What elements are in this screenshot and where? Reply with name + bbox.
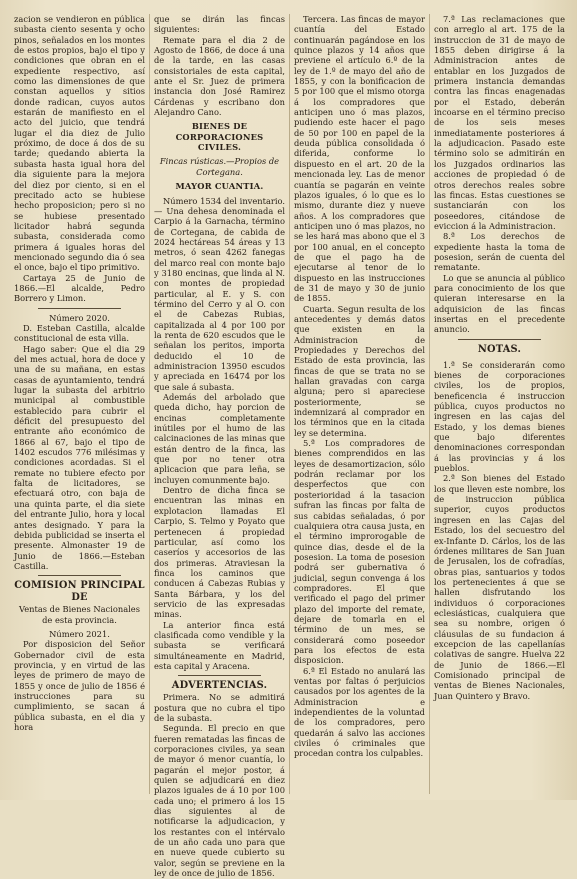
divider (458, 339, 541, 340)
paragraph: que se dirán las fincas siguientes: (154, 14, 285, 35)
divider (38, 308, 121, 309)
notice-signature: Cartaya 25 de Junio de 1866.—El alcalde, Pedro Borrero y Limon. (14, 272, 145, 304)
section-subheading: Fincas rústicas.—Propios de Cortegana. (159, 156, 280, 177)
notice-body: Por disposicion del Señor Gobernador civil de esta provincia, y en virtud de las leyes de primero de mayo de 1855 y once de julio de 1856 é instrucciones para su cumplimiento, se sacan á pública subasta, en el dia y hora (14, 639, 145, 732)
notice-number: Número 2020. (49, 312, 110, 323)
note-paragraph: 1.ª Se considerarán como bienes de corporaciones civiles, los de propios, beneficencia é instruccion pública, cuyos productos no ingresen en las cajas del Estado, y los demas bienes que bajo diferentes denominaciones correspondan á las provincias y á los pueblos. (434, 359, 565, 474)
notice-body: Hago saber: Que el dia 29 del mes actual, hora de doce y una de su mañana, en estas casas de ayuntamiento, tendrá lugar la subasta del arbitrio municipal al combustible establecido para cubrir el déficit del presupuesto del entrante año económico de 1866 al 67, bajo el tipo de 1402 escudos 776 milésimas y condiciones acordadas. Si el remate no tubiere efecto por falta de licitadores, se efectuará otro, con baja de una quinta parte, el dia siete del entrante Julio, hora y local antes designado. Y para la debida publicidad se inserta el presente. Almonaster 19 de Junio de 1866.—Esteban Castilla. (14, 343, 145, 571)
column-3 (289, 14, 429, 794)
section-heading: ADVERTENCIAS. (171, 680, 268, 692)
paragraph: Tercera. Las fincas de mayor cuantía del Estado continuarán pagándose en los quince plazos y 14 años que previene el artículo 6.º de la ley de 1.º de mayo del año de 1855, y con la bonificacion de 5 por 100 que el mismo otorga á los compradores que anticipen uno ó mas plazos, pudiendo este hacer el pago de 50 por 100 en papel de la deuda pública consolidada ó diferida, conforme lo dispuesto en el art. 20 de la mencionada ley. Las de menor cuantía se pagarán en veinte plazos iguales, ó lo que es lo mismo, durante diez y nueve años. A los compradores que anticipen uno ó mas plazos, no se les hará mas abono que el 3 por 100 anual, en el concepto de que el pago ha de ejecutarse al tenor de lo dispuesto en las instrucciones de 31 de mayo y 30 de junio de 1855. (294, 14, 425, 304)
paragraph: La anterior finca está clasificada como vendible y la subasta se verificará simultáneamente en Madrid, esta capital y Aracena. (154, 619, 285, 671)
section-heading: BIENES DE CORPORACIONES CIVILES. (175, 121, 264, 153)
paragraph: Cuarta. Segun resulta de los antecedentes y demás datos que existen en la Administracion de Propiedades y Derechos del Estado de esta provincia, las fincas de que se trata no se hallan gravadas con carga alguna; pero si apareciese posteriormente, se indemnizará al comprador en los términos que en la citada ley se determina. (294, 303, 425, 438)
property-description: Número 1534 del inventario.— Una dehesa denominada el Carpio á la Garnacha, término de Cortegana, de cabida de 2024 hectáreas 54 áreas y 13 metros, ó sean 4262 fanegas del marco real con monte bajo y 3180 encinas, que linda al N. con montes de propiedad particular, al E. y S. con término del Cerro y al O. con el de Cabezas Rubias, capitalizada al 4 por 100 por la renta de 620 escudos que le señalan los peritos, importa deducido el 10 de administracion 13950 escudos y apreciada en 16474 por los que sale á subasta. (154, 195, 285, 392)
column-2 (149, 14, 289, 879)
note-paragraph: 2.ª Son bienes del Estado los que lleven este nombre, los de instruccion pública superior, cuyos productos ingresen en las Cajas del Estado, los del secuestro del ex-Infante D. Cárlos, los de las órdenes militares de San Juan de Jerusalen, los de cofradías, obras pias, santuarios y todos los pertenecientes á que se hallen disfrutando los individuos ó corporaciones eclesiásticas, cualquiera que sea su nombre, origen ó cláusulas de su fundacion á excepcion de las capellanías colativas de sangre. Huelva 22 de Junio de 1866.—El Comisionado principal de ventas de Bienes Nacionales, Juan Quintero y Bravo. (434, 473, 565, 701)
auction-notice-continuation: zacion se vendieron en pública subasta ciento sesenta y ocho pinos, señalados en los montes de estos propios, bajo el tipo y condiciones que obran en el expediente respectivo, así como las dimensiones de que constan aquellos y sitios donde radican, cuyos autos estarán de manifiesto en el acto del juicio, que tendrá lugar el dia diez de Julio próximo, de doce á dos de su tarde; quedando abierta la subasta hasta igual hora del dia siguiente para la mejora del diez por ciento, si en el precitado acto se hubiese hecho proposicion; pero si no se hubiese presentado licitador habrá segunda subasta, considerada como primera á iguales horas del mencionado segundo dia ó sea el once, bajo el tipo primitivo. (14, 14, 145, 273)
column-1 (10, 14, 149, 794)
paragraph: Dentro de dicha finca se encuentran las minas en explotacion llamadas El Carpio, S. Telmo y Poyato que pertenecen á propiedad particular, así como los caseríos y accesorios de las dos primeras. Atraviesan la finca los caminos que conducen á Cabezas Rubias y Santa Bárbara, y los del servicio de las expresadas minas. (154, 485, 285, 620)
paragraph: 7.ª Las reclamaciones que con arreglo al art. 175 de la instruccion de 31 de mayo de 1855 deben dirigirse á la Administracion antes de entablar en los Juzgados de primera instancia demandas contra las fincas enagenadas por el Estado, deberán incoarse en el término preciso de los seis meses inmediatamente posteriores á la adjudicacion. Pasado este término solo se admitirán en los Juzgados ordinarios las acciones de propiedad ó de otros derechos reales sobre las fincas. Estas cuestiones se sustanciarán con los poseedores, citándose de eviccion á la Administracion. (434, 14, 565, 231)
paragraph: Lo que se anuncia al público para conocimiento de los que quieran interesarse en la adquisicion de las fincas insertas en el precedente anuncio. (434, 272, 565, 335)
paragraph: 8.ª Los derechos de expediente hasta la toma de posesion, serán de cuenta del rematante. (434, 231, 565, 273)
paragraph: Remate para el dia 2 de Agosto de 1866, de doce á una de la tarde, en las casas consistoriales de esta capital, ante el Sr. Juez de primera instancia don José Ramirez Cárdenas y escribano don Alejandro Cano. (154, 34, 285, 118)
paragraph: 6.ª El Estado no anulará las ventas por faltas ó perjuicios causados por los agentes de la Administracion e independientes de la voluntad de los compradores, pero quedarán á salvo las acciones civiles ó criminales que procedan contra los culpables. (294, 665, 425, 759)
section-heading: NOTAS. (477, 343, 522, 355)
paragraph: Segunda. El precio en que fueren rematadas las fincas de corporaciones civiles, ya sean de mayor ó menor cuantía, lo pagarán el mejor postor, á quien se adjudicará en diez plazos iguales de á 10 por 100 cada uno; el primero á los 15 dias siguientes al de notificarse la adjudicacion, y los restantes con el intérvalo de un año cada uno para que en nueve quede cubierto su valor, según se previene en la ley de once de julio de 1856. (154, 723, 285, 879)
divider (178, 675, 261, 676)
paragraph: Primera. No se admitirá postura que no cubra el tipo de la subasta. (154, 692, 285, 723)
section-heading: COMISION PRINCIPAL DE (14, 580, 145, 604)
column-4 (429, 14, 569, 794)
section-subheading: Ventas de Bienes Nacionales de esta provincia. (19, 604, 140, 625)
notice-intro: D. Esteban Castilla, alcalde constitucional de esta villa. (14, 322, 145, 344)
category-heading: MAYOR CUANTIA. (175, 181, 264, 192)
paragraph: Además del arbolado que queda dicho, hay porcion de encinas completamente inútiles por el humo de las calcinaciones de las minas que están dentro de la finca, las que por no tener otra aplicacion que para leña, se incluyen comunmente bajo. (154, 392, 285, 485)
notice-number: Número 2021. (49, 628, 110, 639)
column-container (10, 14, 569, 879)
divider (38, 575, 121, 576)
paragraph: 5.ª Los compradores de bienes comprendidos en las leyes de desamortizacion, sólo podrán reclamar por los desperfectos que con posterioridad á la tasacion sufran las fincas por falta de sus cabidas señaladas, ó por cualquiera otra causa justa, en el término improrogable de quince dias, desde el de la posesion. La toma de posesion podrá ser gubernativa ó judicial, segun convenga á los compradores. El que verificado el pago del primer plazo del importe del remate, dejare de tomarla en el término de un mes, se considerará como poseedor para los efectos de esta disposicion. (294, 438, 425, 666)
